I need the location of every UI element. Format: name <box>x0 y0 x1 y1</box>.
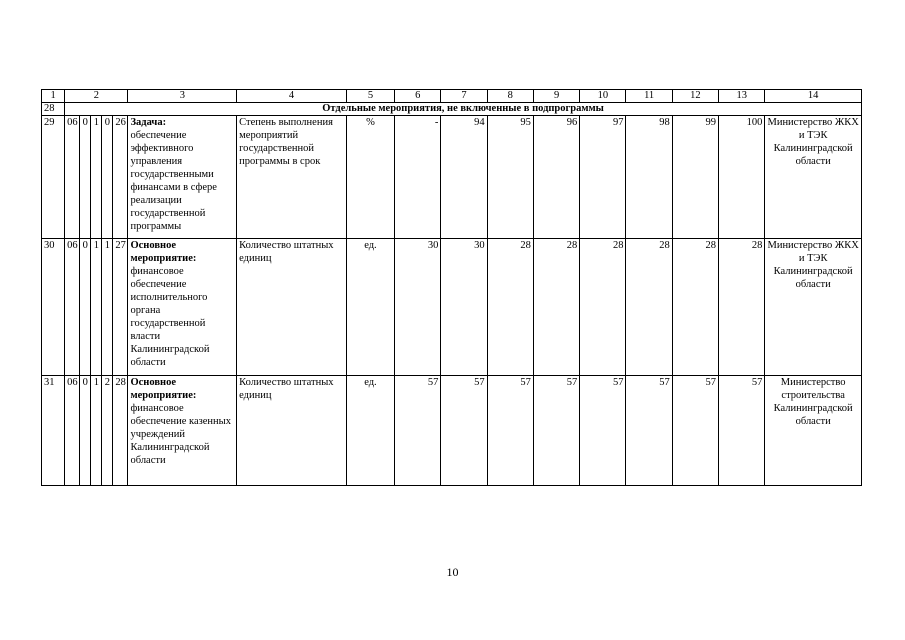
header-cell: 9 <box>533 90 579 103</box>
header-cell: 6 <box>395 90 441 103</box>
code-cell: 27 <box>113 239 128 376</box>
value-cell: - <box>395 116 441 239</box>
header-cell: 7 <box>441 90 487 103</box>
code-cell: 0 <box>102 116 113 239</box>
row-number: 31 <box>42 376 65 486</box>
header-cell: 13 <box>719 90 765 103</box>
indicator-name: Степень выполнения мероприятий государственной программы в срок <box>237 116 347 239</box>
value-cell: 95 <box>487 116 533 239</box>
indicator-name: Количество штатных единиц <box>237 376 347 486</box>
value-cell: 57 <box>719 376 765 486</box>
header-cell: 14 <box>765 90 862 103</box>
code-cell: 1 <box>102 239 113 376</box>
header-cell: 2 <box>65 90 128 103</box>
row-number: 30 <box>42 239 65 376</box>
header-cell: 3 <box>128 90 237 103</box>
table-row <box>42 376 862 486</box>
header-row <box>42 90 862 103</box>
code-cell: 0 <box>80 376 91 486</box>
section-title: Отдельные мероприятия, не включенные в подпрограммы <box>65 103 862 116</box>
code-cell: 2 <box>102 376 113 486</box>
header-cell: 1 <box>42 90 65 103</box>
code-cell: 28 <box>113 376 128 486</box>
table-row <box>42 116 862 239</box>
value-cell: 57 <box>487 376 533 486</box>
indicator-name: Количество штатных единиц <box>237 239 347 376</box>
header-cell: 10 <box>580 90 626 103</box>
code-cell: 06 <box>65 239 80 376</box>
value-cell: 28 <box>672 239 718 376</box>
code-cell: 1 <box>91 116 102 239</box>
header-cell: 5 <box>346 90 394 103</box>
section-number: 28 <box>42 103 65 116</box>
code-cell: 26 <box>113 116 128 239</box>
value-cell: 100 <box>719 116 765 239</box>
responsible-body: Министерство ЖКХ и ТЭК Калининградской области <box>765 239 862 376</box>
responsible-body: Министерство строительства Калининградской области <box>765 376 862 486</box>
header-cell: 4 <box>237 90 347 103</box>
value-cell: 28 <box>719 239 765 376</box>
value-cell: 57 <box>626 376 672 486</box>
value-cell: 57 <box>533 376 579 486</box>
value-cell: 97 <box>580 116 626 239</box>
code-cell: 06 <box>65 376 80 486</box>
value-cell: 57 <box>395 376 441 486</box>
responsible-body: Министерство ЖКХ и ТЭК Калининградской области <box>765 116 862 239</box>
value-cell: 96 <box>533 116 579 239</box>
unit: % <box>346 116 394 239</box>
value-cell: 28 <box>533 239 579 376</box>
value-cell: 57 <box>441 376 487 486</box>
value-cell: 57 <box>580 376 626 486</box>
unit: ед. <box>346 239 394 376</box>
value-cell: 94 <box>441 116 487 239</box>
value-cell: 57 <box>672 376 718 486</box>
table-row <box>42 239 862 376</box>
value-cell: 99 <box>672 116 718 239</box>
page-number: 10 <box>446 565 459 579</box>
header-cell: 8 <box>487 90 533 103</box>
code-cell: 1 <box>91 376 102 486</box>
section-row <box>42 103 862 116</box>
value-cell: 28 <box>626 239 672 376</box>
measure-name: Задача: обеспечение эффективного управления государственными финансами в сфере реализации государственной программы <box>128 116 237 239</box>
value-cell: 28 <box>487 239 533 376</box>
measure-name: Основное мероприятие: финансовое обеспечение исполнительного органа государственной власти Калининградской области <box>128 239 237 376</box>
measure-name: Основное мероприятие: финансовое обеспечение казенных учреждений Калининградской области <box>128 376 237 486</box>
code-cell: 06 <box>65 116 80 239</box>
code-cell: 0 <box>80 239 91 376</box>
program-indicators-table <box>41 89 862 486</box>
value-cell: 28 <box>580 239 626 376</box>
row-number: 29 <box>42 116 65 239</box>
header-cell: 11 <box>626 90 672 103</box>
unit: ед. <box>346 376 394 486</box>
code-cell: 1 <box>91 239 102 376</box>
value-cell: 30 <box>395 239 441 376</box>
header-cell: 12 <box>672 90 718 103</box>
value-cell: 30 <box>441 239 487 376</box>
code-cell: 0 <box>80 116 91 239</box>
value-cell: 98 <box>626 116 672 239</box>
